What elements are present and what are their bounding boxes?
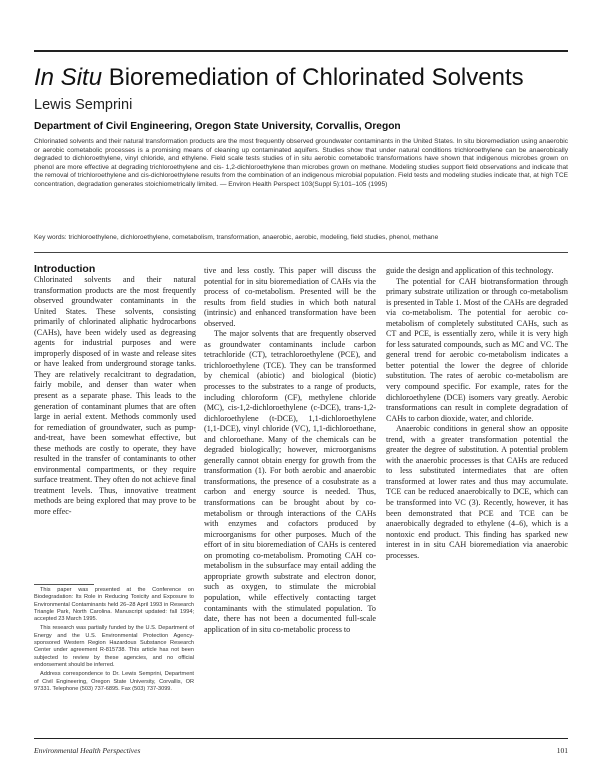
title-italic-part: In Situ: [34, 64, 103, 91]
author-name: Lewis Semprini: [34, 97, 133, 113]
footnote: Address correspondence to Dr. Lewis Semprini, Department of Civil Engineering, Oregon State University, Corvallis, OR 97331. Telephone (503) 737-6895. Fax (503) 737-3099.: [34, 671, 194, 692]
author-affiliation: Department of Civil Engineering, Oregon State University, Corvallis, Oregon: [34, 121, 401, 132]
paragraph: Anaerobic conditions in general show an opposite trend, with a greater transformation potential the greater the degree of substitution. A potential problem with the anaerobic processes is that CAHs are reduced to less substituted intermediates that are often transformed at lower rates and thus may accumulate. TCE can be reduced anaerobically to DCE, which can be transformed into VC (3). Recently, however, it has been demonstrated that PCE and TCE can be anaerobically degraded to ethylene (4–6), which is a nontoxic end product. This finding has sparked new interest in in situ CAH bioremediation via anaerobic processes.: [386, 424, 568, 560]
keywords: Key words: trichloroethylene, dichloroethylene, cometabolism, transformation, anaerobic, aerobic, modeling, field studies, phenol, methane: [34, 234, 439, 241]
footnote-rule: [34, 584, 94, 585]
footnote: This paper was presented at the Conference on Biodegradation: Its Role in Reducing Toxicity and Exposure to Environmental Contaminants held 26–28 April 1993 in Research Triangle Park, North Carolina. Manuscript updated: fall 1994; accepted 23 March 1995.: [34, 587, 194, 623]
paragraph: The major solvents that are frequently observed as groundwater contaminants include carbon tetrachloride (CT), tetrachloroethylene (PCE), and trichloroethylene (TCE). They can be transformed by chemical (abiotic) and biological (biotic) processes to the substrates to a range of products, including chloroform (CF), methylene chloride (MC), cis-1,2-dichloroethylene (c-DCE), trans-1,2-dichloroethylene (t-DCE), 1,1-dichloroethylene (1,1-DCE), vinyl chloride (VC), 1,1-dichloroethane, and chloroethane. Many of the chemicals can be degraded biologically; however, microorganisms generally cannot obtain energy for growth from the transformation (1). For both aerobic and anaerobic transformations, the presence of a cosubstrate as a carbon and energy source is needed. Thus, transformations can be brought about by co-metabolism or through interactions of the CAHs with enzymes and cofactors produced by microorganisms for other purposes. Much of the effort of in situ bioremediation of CAHs is centered on promoting co-metabolism. Promoting CAH co-metabolism in the subsurface may entail adding the appropriate growth substrate and electron donor, such as oxygen, to stimulate the microbial population, while effectively contacting target contaminants with the stimulated population. To date, there has not been a documented full-scale application of in situ co-metabolic process to: [204, 329, 376, 634]
top-rule: [34, 50, 568, 52]
body-column-2: [204, 266, 376, 635]
page-number: 101: [556, 746, 568, 755]
footnotes: [34, 587, 194, 695]
article-title: [34, 64, 574, 92]
paragraph: tive and less costly. This paper will discuss the potential for in situ bioremediation of CAHs via the process of co-metabolism. Presented will be the results from field studies in which both natural (intrinsic) and enhanced transformation have been observed.: [204, 266, 376, 328]
title-main-part: Bioremediation of Chlorinated Solvents: [102, 64, 524, 91]
body-column-1: [34, 275, 196, 518]
paragraph: Chlorinated solvents and their natural transformation products are the most frequently observed groundwater contaminants in the United States. These solvents, consisting primarily of chlorinated aliphatic hydrocarbons (CAHs), have been widely used as degreasing agents for industrial purposes and were improperly disposed of in waste and release sites or have leaked from underground storage tanks. They are relatively recalcitrant to degradation, fairly mobile, and denser than water when present as a separate phase. This leads to the generation of contaminant plumes that are often large in aerial extent. Methods commonly used for remediation of groundwater, such as pump-and-treat, have been somewhat effective, but these methods are costly to operate, they have resulted in the transfer of contaminants to other environmental compartments, or they require surface treatment. They often do not achieve final treatment levels. Thus, innovative treatment methods are being explored that may prove to be more effec-: [34, 275, 196, 517]
body-column-3: [386, 266, 568, 561]
footer-rule: [34, 738, 568, 739]
abstract: Chlorinated solvents and their natural transformation products are the most frequently observed groundwater contaminants in the United States. In situ bioremediation using anaerobic or aerobic cometabolic processes is a promising means of cleaning up contaminated aquifers. Studies show that under natural conditions trichloroethylene can be anaerobically degraded to dichloroethylene, vinyl chloride, and ethylene. Field scale tests studies of in situ aerobic cometabolic transformations have shown that indigenous microbes grown on phenol are more effective at degrading trichloroethylene and cis- 1,2-dichloroethylene than microbes grown on methane. Modeling studies support field observations and indicate that the removal of trichloroethylene and cis-dichloroethylene results from the combination of an indigenous microbial population. Field tests and modeling studies indicate that, at high TCE concentration, degradation generates stoichiometrically limited. — Environ Health Perspect 103(Suppl 5):101–105 (1995): [34, 138, 568, 188]
section-heading-introduction: Introduction: [34, 263, 96, 275]
footnote: This research was partially funded by the U.S. Department of Energy and the U.S. Environmental Protection Agency-sponsored Western Region Hazardous Substance Research Center under agreement R-815738. This article has not been subjected to review by these agencies, and no official endorsement should be inferred.: [34, 625, 194, 668]
paragraph: guide the design and application of this technology.: [386, 266, 554, 275]
abstract-divider: [34, 252, 568, 253]
journal-name: Environmental Health Perspectives: [34, 746, 141, 755]
paragraph: The potential for CAH biotransformation through primary substrate utilization or through co-metabolism is presented in Table 1. Most of the CAHs are degraded via co-metabolism. The potential for aerobic co-metabolism of completely substituted CAHs, such as CT and PCE, is essentially zero, while it is very high for less saturated compounds, such as MC and VC. The general trend for aerobic co-metabolism indicates a better potential the lower the degree of chloride substitution. The rates of aerobic co-metabolism are very compound specific. For example, rates for the dichloroethylene (DCE) isomers vary greatly. Aerobic transformations can result in complete degradation of CAHs to carbon dioxide, water, and chloride.: [386, 276, 568, 423]
